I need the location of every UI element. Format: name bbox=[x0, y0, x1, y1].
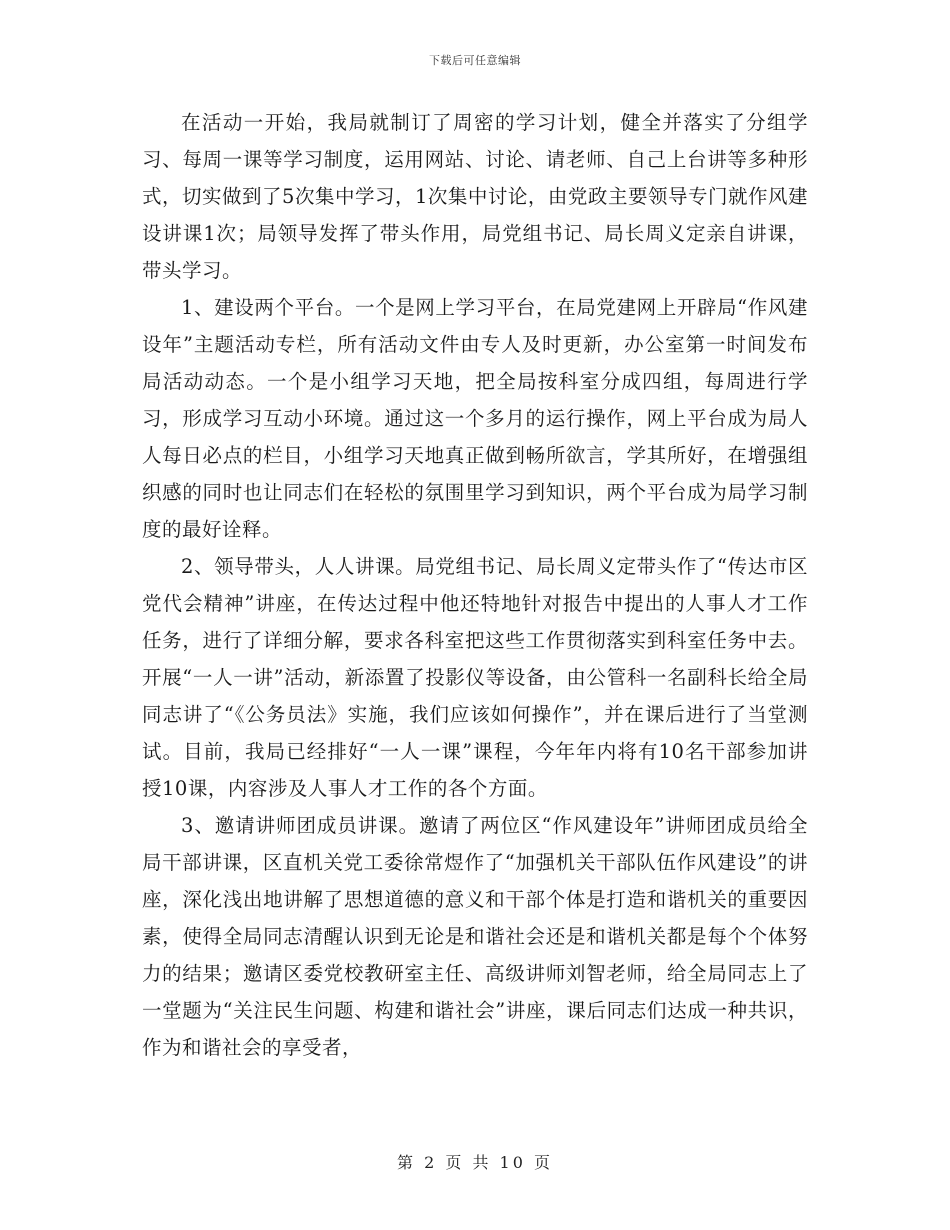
paragraph-leaders-lecture: 2、领导带头，人人讲课。局党组书记、局长周义定带头作了“传达市区党代会精神”讲座，在传达过程中他还特地针对报告中提出的人事人才工作任务，进行了详细分解，要求各科室把这些工作贯彻落实到科室任务中去。开展“一人一讲”活动，新添置了投影仪等设备，由公管科一名副科长给全局同志讲了“《公务员法》实施，我们应该如何操作”，并在课后进行了当堂测试。目前，我局已经排好“一人一课”课程，今年年内将有10名干部参加讲授10课，内容涉及人事人才工作的各个方面。 bbox=[142, 555, 808, 800]
paragraph-invited-lecturers: 3、邀请讲师团成员讲课。邀请了两位区“作风建设年”讲师团成员给全局干部讲课，区直机关党工委徐常煜作了“加强机关干部队伍作风建设”的讲座，深化浅出地讲解了思想道德的意义和干部个体是打造和谐机关的重要因素，使得全局同志清醒认识到无论是和谐社会还是和谐机关都是每个个体努力的结果；邀请区委党校教研室主任、高级讲师刘智老师，给全局同志上了一堂题为“关注民生问题、构建和谐社会”讲座，课后同志们达成一种共识，作为和谐社会的享受者， bbox=[142, 814, 808, 1059]
paragraph-intro: 在活动一开始，我局就制订了周密的学习计划，健全并落实了分组学习、每周一课等学习制度，运用网站、讨论、请老师、自己上台讲等多种形式，切实做到了5次集中学习，1次集中讨论，由党政主要领导专门就作风建设讲课1次；局领导发挥了带头作用，局党组书记、局长周义定亲自讲课，带头学习。 bbox=[142, 111, 808, 282]
page-header: 下载后可任意编辑 bbox=[429, 54, 521, 67]
page-number-footer: 第 2 页 共 10 页 bbox=[397, 1153, 553, 1172]
paragraph-two-platforms: 1、建设两个平台。一个是网上学习平台，在局党建网上开辟局“作风建设年”主题活动专栏，所有活动文件由专人及时更新，办公室第一时间发布局活动动态。一个是小组学习天地，把全局按科室分成四组，每周进行学习，形成学习互动小环境。通过这一个多月的运行操作，网上平台成为局人人每日必点的栏目，小组学习天地真正做到畅所欲言，学其所好，在增强组织感的同时也让同志们在轻松的氛围里学习到知识，两个平台成为局学习制度的最好诠释。 bbox=[142, 296, 808, 541]
document-body bbox=[142, 104, 808, 1066]
